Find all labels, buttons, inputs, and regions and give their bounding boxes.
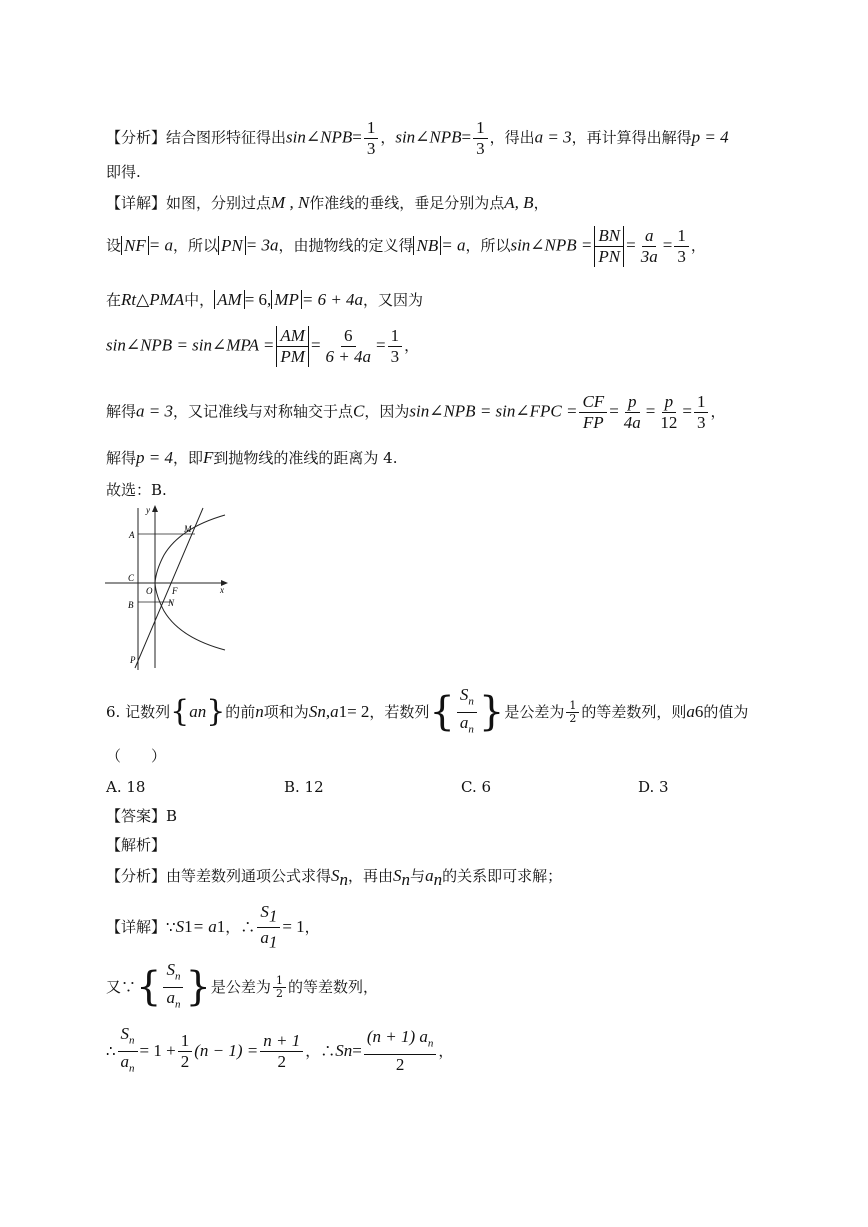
text: 的等差数列，则 xyxy=(581,703,687,721)
text: 项和为 xyxy=(263,703,309,721)
text: ，所以 xyxy=(465,236,511,255)
math: sin∠NPB = sin∠MPA = xyxy=(106,335,275,355)
text: 6. 记数列 xyxy=(106,703,171,721)
text: ，由抛物线的定义得 xyxy=(278,236,414,255)
fraction: $\frac{S_n}{a_n}$ xyxy=(163,960,183,1014)
math: a = 3 xyxy=(534,127,572,147)
text: 是公差为 xyxy=(210,978,271,996)
fraction xyxy=(621,392,644,433)
fraction xyxy=(657,392,680,433)
math: = a xyxy=(441,235,466,255)
analysis-line-1 xyxy=(106,118,729,158)
text: 结合图形特征得出 xyxy=(166,128,287,147)
fraction xyxy=(674,226,689,267)
denominator: a xyxy=(120,1051,130,1071)
jiexi-line: 【解析】 xyxy=(106,836,167,854)
fraction: $\frac{(n + 1) a_n}{2}$ xyxy=(364,1027,437,1074)
fraction xyxy=(457,685,477,739)
denominator: 2 xyxy=(277,1051,286,1071)
subscript: 1 xyxy=(338,702,348,721)
detail-2-line-2: 又∵ { $\frac{S_n}{a_n}$ } 是公差为 $\frac{1}{2}$ 的等差数列， xyxy=(106,962,378,1012)
numerator: 1 xyxy=(388,326,403,347)
detail-line-3 xyxy=(106,290,423,310)
math: S xyxy=(393,866,402,885)
numerator: 1 xyxy=(364,118,379,139)
text: ∴ xyxy=(106,1042,116,1060)
numerator: a xyxy=(642,226,657,247)
text: 的等差数列， xyxy=(287,978,378,996)
math: = 6 + 4a xyxy=(301,290,364,309)
text: ∵ xyxy=(166,918,176,936)
text: 的前 xyxy=(225,703,256,721)
math: sin∠NPB xyxy=(395,127,462,147)
text: 到抛物线的准线的距离为 4. xyxy=(213,449,398,467)
subscript: n xyxy=(468,722,474,735)
math: p = 4 xyxy=(136,448,173,467)
detail-line-5: 解得a = 3，又记准线与对称轴交于点C，因为sin∠NPB = sin∠FPC = $\frac{CF}{FP}$ = $\frac{p}{4a}$ = $\frac{p}{12}$ = $\frac{1}{3}$ ， xyxy=(106,392,726,432)
label-y: y xyxy=(146,505,150,515)
math: = 1 + xyxy=(139,1041,176,1060)
math: sin∠NPB = sin∠FPC = xyxy=(409,401,578,421)
text: ，又因为 xyxy=(363,291,424,309)
text: ， xyxy=(438,1042,454,1060)
fraction xyxy=(579,392,607,433)
label-a: A xyxy=(129,530,135,540)
numerator: 1 xyxy=(178,1031,193,1052)
text: 与 xyxy=(410,867,426,885)
text: 的关系即可求解； xyxy=(442,867,563,885)
math: C xyxy=(353,401,365,421)
text: ，得出 xyxy=(489,128,535,147)
math: p = 4 xyxy=(691,127,729,147)
analysis-2: 【分析】由等差数列通项公式求得$S_n$，再由$S_n$与$a_n$的关系即可求解； xyxy=(106,866,563,889)
fraction xyxy=(276,326,309,367)
text: ， xyxy=(404,336,420,355)
y-axis-arrow xyxy=(152,505,158,512)
text: 作准线的垂线，垂足分别为点 xyxy=(309,194,505,212)
fraction xyxy=(638,226,661,267)
math: a xyxy=(189,702,198,721)
math: sin∠NPB = xyxy=(510,235,593,255)
choose-line-1: 故选：B. xyxy=(106,481,167,499)
math: a xyxy=(330,702,339,721)
text: 解得 xyxy=(106,449,137,467)
denominator: 3 xyxy=(696,413,706,432)
option-c: C. 6 xyxy=(461,778,492,796)
fraction xyxy=(364,118,379,159)
math: = 2 xyxy=(347,702,370,721)
detail-line-4: sin∠NPB = sin∠MPA = $\frac{AM}{PM}$ = $\frac{6}{6 + 4a}$ = $\frac{1}{3}$ ， xyxy=(106,326,420,366)
numerator: 6 xyxy=(341,326,356,347)
math: a xyxy=(425,866,434,885)
option-b: B. 12 xyxy=(284,778,324,796)
text: ， xyxy=(304,918,320,936)
text: 又∵ xyxy=(106,978,137,996)
math: a xyxy=(686,702,695,721)
numerator: 1 xyxy=(473,118,488,139)
math: sin∠NPB xyxy=(286,127,353,147)
denominator: 2 xyxy=(275,986,283,1000)
parabola-figure xyxy=(100,500,235,675)
label-f: F xyxy=(172,586,178,596)
text: ，再由 xyxy=(348,867,394,885)
text: 是公差为 xyxy=(504,703,565,721)
math: = 6, xyxy=(244,290,272,309)
numerator: n + 1 xyxy=(260,1031,303,1052)
numerator: 1 xyxy=(674,226,689,247)
numerator: BN xyxy=(594,226,624,247)
subscript: n xyxy=(468,695,474,708)
text: ，所以 xyxy=(172,236,218,255)
math: PN xyxy=(218,236,246,255)
math: Rt△PMA xyxy=(121,290,185,309)
fraction xyxy=(694,392,709,433)
numerator: AM xyxy=(276,326,309,347)
detail-2-line-3: ∴ $\frac{S_n}{a_n}$ = 1 + $\frac{1}{2}$ (n − 1) = $\frac{n + 1}{2}$ ，∴ S n = $\frac{(n + 1) a_n}{2}$ ， xyxy=(106,1026,453,1076)
detail-line-2: 设 NF = a，所以 PN = 3a，由抛物线的定义得 NB = a，所以sin∠NPB = $\frac{BN}{PN}$ = $\frac{a}{3a}$ = $\frac{1}{3}$ ， xyxy=(106,226,706,266)
numerator: (n + 1) a xyxy=(366,1027,428,1047)
math: AM xyxy=(214,290,245,309)
math: S xyxy=(175,917,185,936)
numerator: p xyxy=(662,392,677,413)
fraction xyxy=(473,118,488,159)
detail-line-1 xyxy=(106,193,549,213)
text: 如图，分别过点 xyxy=(166,194,272,212)
label-b: B xyxy=(128,600,134,610)
denominator: FP xyxy=(582,413,604,432)
fraction xyxy=(388,326,403,367)
math: S xyxy=(308,702,318,721)
math: = 3a xyxy=(245,235,279,255)
fraction xyxy=(273,975,286,1000)
label-x: x xyxy=(220,585,224,595)
denominator: PN xyxy=(594,247,624,267)
text: ，又记准线与对称轴交于点 xyxy=(173,402,354,421)
text: ， xyxy=(533,194,549,212)
denominator: 6 + 4a xyxy=(325,347,372,366)
denominator: PM xyxy=(276,347,309,367)
fraction: $\frac{S_n}{a_n}$ xyxy=(118,1024,138,1078)
label-p: P xyxy=(130,655,136,665)
text: 在 xyxy=(106,291,122,309)
denominator: 3 xyxy=(390,347,400,366)
text: 由等差数列通项公式求得 xyxy=(166,867,332,885)
text: 的值为 xyxy=(703,703,749,721)
text: ，∴ xyxy=(225,918,256,936)
numerator: S xyxy=(260,902,269,922)
fraction xyxy=(594,226,624,267)
math: = a xyxy=(192,917,217,936)
math: = xyxy=(461,127,472,147)
denominator: 2 xyxy=(180,1051,190,1071)
math: n xyxy=(255,702,264,721)
numerator: 1 xyxy=(694,392,709,413)
detail-label: 【详解】 xyxy=(106,194,167,212)
analysis-label: 【分析】 xyxy=(106,128,167,147)
denominator: 3a xyxy=(640,247,658,266)
text: ， xyxy=(690,236,706,255)
label-o: O xyxy=(146,586,153,596)
math: = 1 xyxy=(282,917,305,936)
question-6: 6. 记数列 { a n } 的前 n 项和为 S n , a 1 = 2 ，若数列 { $\frac{S_n}{a_n}$ } 是公差为 $\frac{1}{2}$ 的等差数列，则 a 6 的值为 xyxy=(106,690,748,734)
math: (n − 1) = xyxy=(194,1041,259,1060)
option-a: A. 18 xyxy=(106,778,146,796)
text: ，因为 xyxy=(364,402,410,421)
text: 解得 xyxy=(106,402,137,421)
subscript: n xyxy=(197,702,207,721)
text: ，即 xyxy=(173,449,204,467)
math: = xyxy=(352,127,362,147)
label-n: N xyxy=(168,598,175,608)
text: ， xyxy=(710,402,726,421)
denominator: 12 xyxy=(660,413,678,432)
denominator: 2 xyxy=(395,1054,405,1074)
denominator: 3 xyxy=(677,247,686,266)
analysis-line-2: 即得. xyxy=(106,163,141,181)
denominator: 3 xyxy=(476,139,485,158)
math: S xyxy=(331,866,340,885)
math: = a xyxy=(148,235,173,255)
math: a = 3 xyxy=(136,401,173,421)
fraction xyxy=(566,700,579,725)
denominator: a xyxy=(459,712,469,732)
question-6-paren: （ ） xyxy=(106,747,167,765)
analysis-label: 【分析】 xyxy=(106,867,167,885)
answer-line: 【答案】B xyxy=(106,807,178,825)
text: 中， xyxy=(184,291,215,309)
denominator: 4a xyxy=(623,413,641,432)
text: ， xyxy=(380,128,396,147)
numerator: 1 xyxy=(566,700,579,713)
math: M , N xyxy=(271,193,310,212)
text: ，再计算得出解得 xyxy=(571,128,692,147)
option-d: D. 3 xyxy=(638,778,669,796)
fraction xyxy=(260,1031,303,1072)
detail-label: 【详解】 xyxy=(106,918,167,936)
numerator: CF xyxy=(579,392,607,413)
denominator: 3 xyxy=(366,139,376,158)
math: = xyxy=(352,1041,362,1060)
fraction xyxy=(323,326,374,367)
detail-line-6 xyxy=(106,448,398,468)
label-m: M xyxy=(184,524,192,534)
numerator: p xyxy=(625,392,640,413)
math: NB xyxy=(413,236,441,255)
subscript: 6 xyxy=(694,702,704,721)
math: MP xyxy=(271,290,302,309)
math: A, B xyxy=(504,193,534,212)
numerator: 1 xyxy=(273,975,286,988)
fraction: $\frac{S_1}{a_1}$ xyxy=(257,902,280,952)
detail-2: 【详解】 ∵ S 1 = a 1 ，∴ $\frac{S_1}{a_1}$ = 1 ， xyxy=(106,902,320,951)
fraction xyxy=(178,1031,193,1072)
subscript: n xyxy=(317,702,326,721)
math: NF xyxy=(121,236,149,255)
denominator: 2 xyxy=(569,711,577,725)
text: ，∴ xyxy=(305,1042,336,1060)
numerator: S xyxy=(459,685,469,705)
denominator: a xyxy=(260,927,269,947)
math: F xyxy=(203,448,214,467)
label-c: C xyxy=(128,573,135,583)
text: 设 xyxy=(106,236,122,255)
text: ，若数列 xyxy=(369,703,430,721)
numerator: S xyxy=(120,1024,130,1044)
